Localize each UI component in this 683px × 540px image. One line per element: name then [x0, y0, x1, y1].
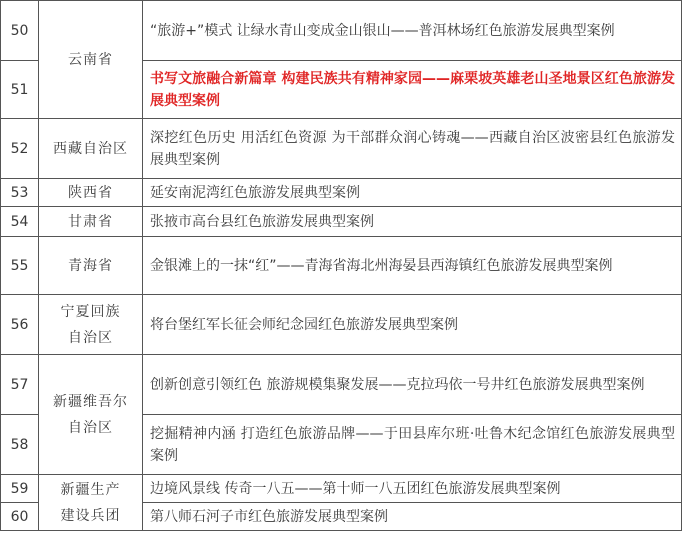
province-cell: 云南省: [39, 1, 143, 119]
province-cell: 西藏自治区: [39, 119, 143, 179]
province-cell: 甘肃省: [39, 207, 143, 237]
province-cell: 青海省: [39, 237, 143, 295]
province-cell: [39, 355, 143, 475]
case-title: 张掖市高台县红色旅游发展典型案例: [143, 207, 682, 237]
case-title: “旅游+”模式 让绿水青山变成金山银山——普洱林场红色旅游发展典型案例: [143, 1, 682, 61]
row-number: 56: [1, 295, 39, 355]
row-number: 54: [1, 207, 39, 237]
row-number: 59: [1, 475, 39, 503]
table-row: [1, 355, 682, 415]
case-title: 深挖红色历史 用活红色资源 为干部群众润心铸魂——西藏自治区波密县红色旅游发展典型案例: [143, 119, 682, 179]
province-line: 自治区: [68, 419, 113, 436]
case-title-highlighted: 书写文旅融合新篇章 构建民族共有精神家园——麻栗坡英雄老山圣地景区红色旅游发展典型案例: [143, 61, 682, 119]
province-line: 新疆生产: [60, 481, 121, 498]
case-title: 金银滩上的一抹“红”——青海省海北州海晏县西海镇红色旅游发展典型案例: [143, 237, 682, 295]
table-row: [1, 475, 682, 503]
row-number: 52: [1, 119, 39, 179]
table-row: [1, 237, 682, 295]
province-line: 建设兵团: [60, 507, 121, 524]
case-title: 创新创意引领红色 旅游规模集聚发展——克拉玛依一号井红色旅游发展典型案例: [143, 355, 682, 415]
province-line: 宁夏回族: [60, 303, 121, 320]
province-cell: 陕西省: [39, 179, 143, 207]
table-row: [1, 295, 682, 355]
province-cell: [39, 475, 143, 531]
province-cell: [39, 295, 143, 355]
table-row: [1, 207, 682, 237]
case-title: 边境风景线 传奇一八五——第十师一八五团红色旅游发展典型案例: [143, 475, 682, 503]
row-number: 55: [1, 237, 39, 295]
table-row: [1, 119, 682, 179]
row-number: 51: [1, 61, 39, 119]
table-row: [1, 179, 682, 207]
province-line: 自治区: [68, 329, 113, 346]
case-title: 挖掘精神内涵 打造红色旅游品牌——于田县库尔班·吐鲁木纪念馆红色旅游发展典型案例: [143, 415, 682, 475]
table-row: [1, 1, 682, 61]
row-number: 50: [1, 1, 39, 61]
row-number: 53: [1, 179, 39, 207]
row-number: 58: [1, 415, 39, 475]
case-title: 延安南泥湾红色旅游发展典型案例: [143, 179, 682, 207]
row-number: 57: [1, 355, 39, 415]
row-number: 60: [1, 503, 39, 531]
case-title: 第八师石河子市红色旅游发展典型案例: [143, 503, 682, 531]
case-title: 将台堡红军长征会师纪念园红色旅游发展典型案例: [143, 295, 682, 355]
province-line: 新疆维吾尔: [53, 393, 128, 410]
